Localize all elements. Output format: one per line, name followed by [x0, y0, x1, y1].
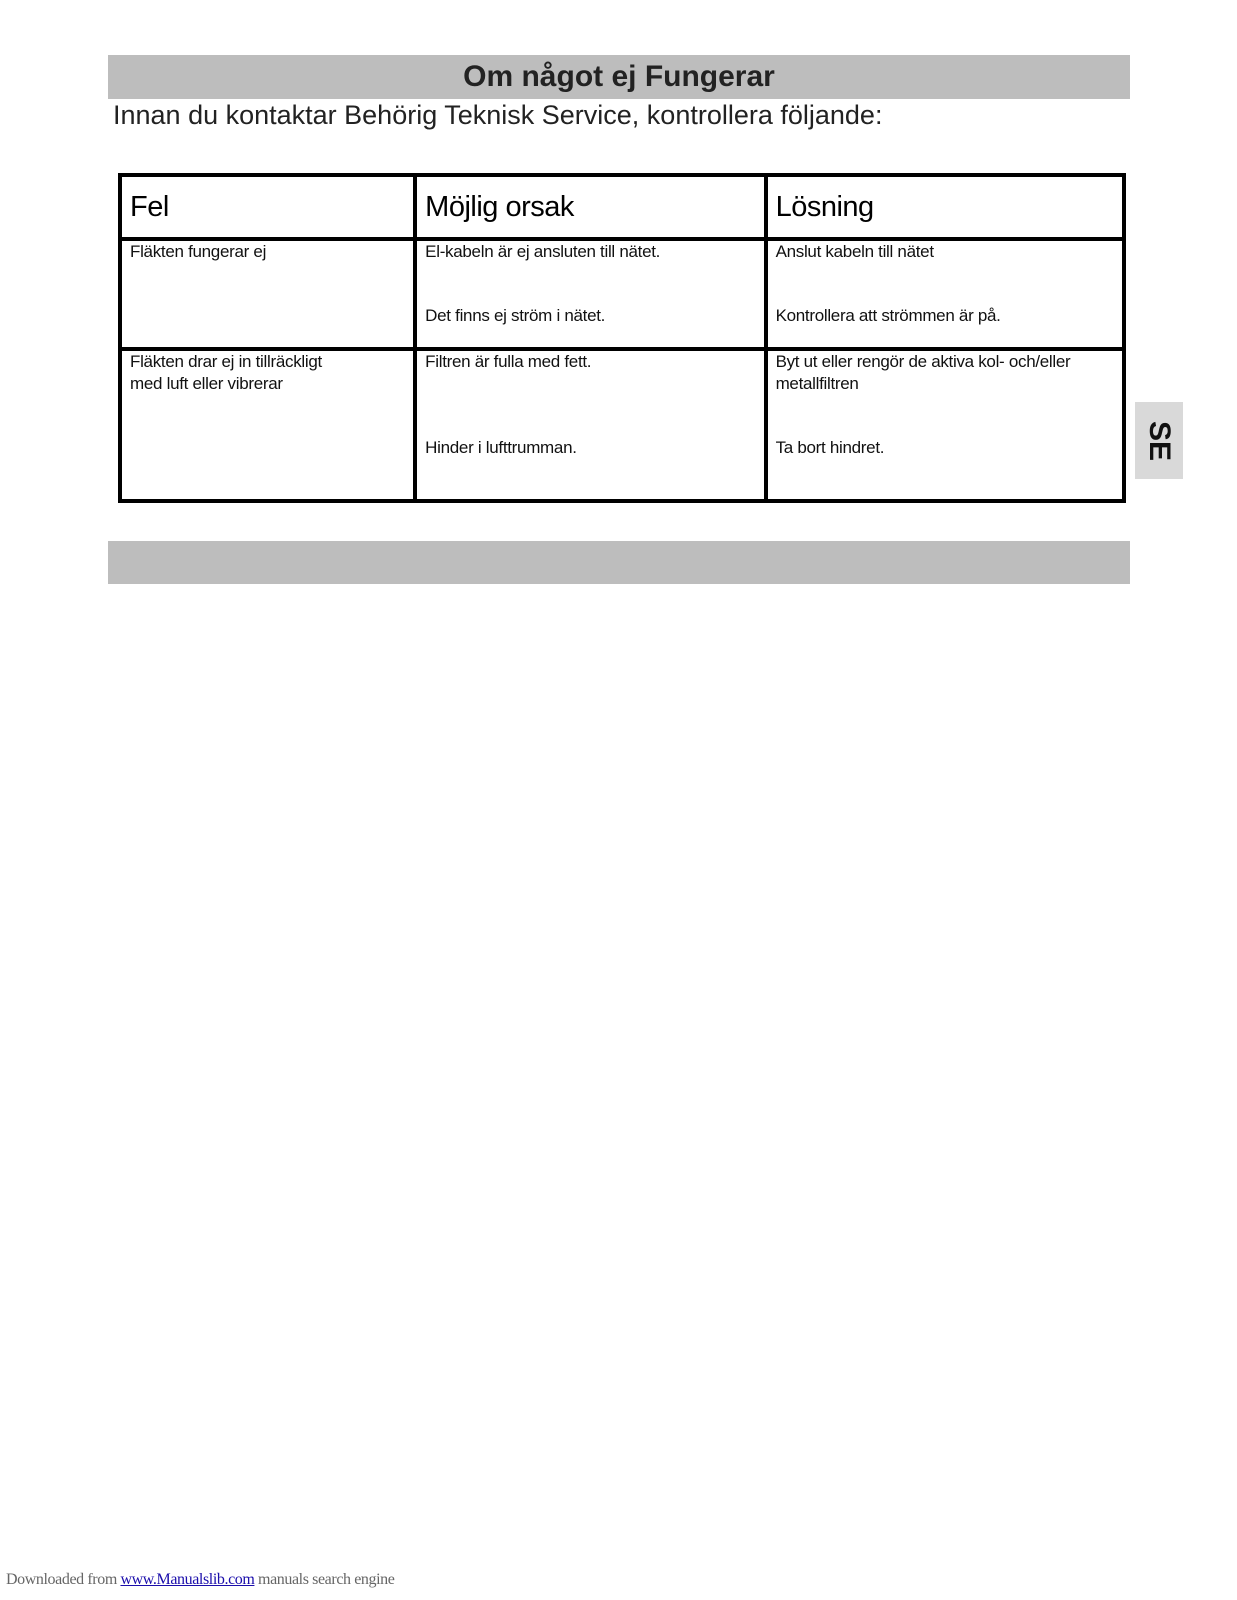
solution-text: Kontrollera att strömmen är på. — [775, 306, 1001, 325]
cause-cell — [415, 349, 765, 501]
table-row — [120, 239, 1124, 349]
fault-cell — [120, 349, 415, 501]
download-footer — [6, 1571, 394, 1589]
solution-text: Anslut kabeln till nätet — [775, 242, 934, 261]
fault-text: Fläkten drar ej in tillräckligt — [130, 352, 322, 371]
solution-text: Byt ut eller rengör de aktiva kol- och/eller — [775, 352, 1071, 371]
fault-text: Fläkten fungerar ej — [130, 242, 267, 261]
solution-text: Ta bort hindret. — [775, 438, 885, 457]
manualslib-link[interactable]: www.Manualslib.com — [120, 1571, 255, 1588]
table-header-row — [120, 175, 1124, 239]
solution-text: metallfiltren — [775, 374, 859, 393]
troubleshooting-table — [118, 173, 1126, 503]
footer-suffix: manuals search engine — [254, 1571, 395, 1588]
footer-prefix: Downloaded from — [6, 1571, 121, 1588]
cause-text: Hinder i lufttrumman. — [425, 438, 577, 457]
cause-text: El-kabeln är ej ansluten till nätet. — [425, 242, 661, 261]
fault-text: med luft eller vibrerar — [130, 374, 283, 393]
cause-text: Det finns ej ström i nätet. — [425, 306, 606, 325]
cause-text: Filtren är fulla med fett. — [425, 352, 592, 371]
intro-text: Innan du kontaktar Behörig Teknisk Service, kontrollera följande: — [113, 100, 883, 130]
fault-cell — [120, 239, 415, 349]
table-row — [120, 349, 1124, 501]
column-header-fault: Fel — [120, 175, 415, 239]
column-header-cause: Möjlig orsak — [415, 175, 765, 239]
section-divider-bar — [108, 541, 1130, 584]
column-header-solution: Lösning — [766, 175, 1124, 239]
cause-cell — [415, 239, 765, 349]
language-tab — [1135, 402, 1183, 479]
solution-cell — [766, 349, 1124, 501]
solution-cell — [766, 239, 1124, 349]
section-title-bar — [108, 55, 1130, 99]
language-tab-label: SE — [1143, 420, 1176, 461]
page-title: Om något ej Fungerar — [463, 60, 775, 93]
troubleshooting-table-wrapper — [118, 173, 1126, 503]
